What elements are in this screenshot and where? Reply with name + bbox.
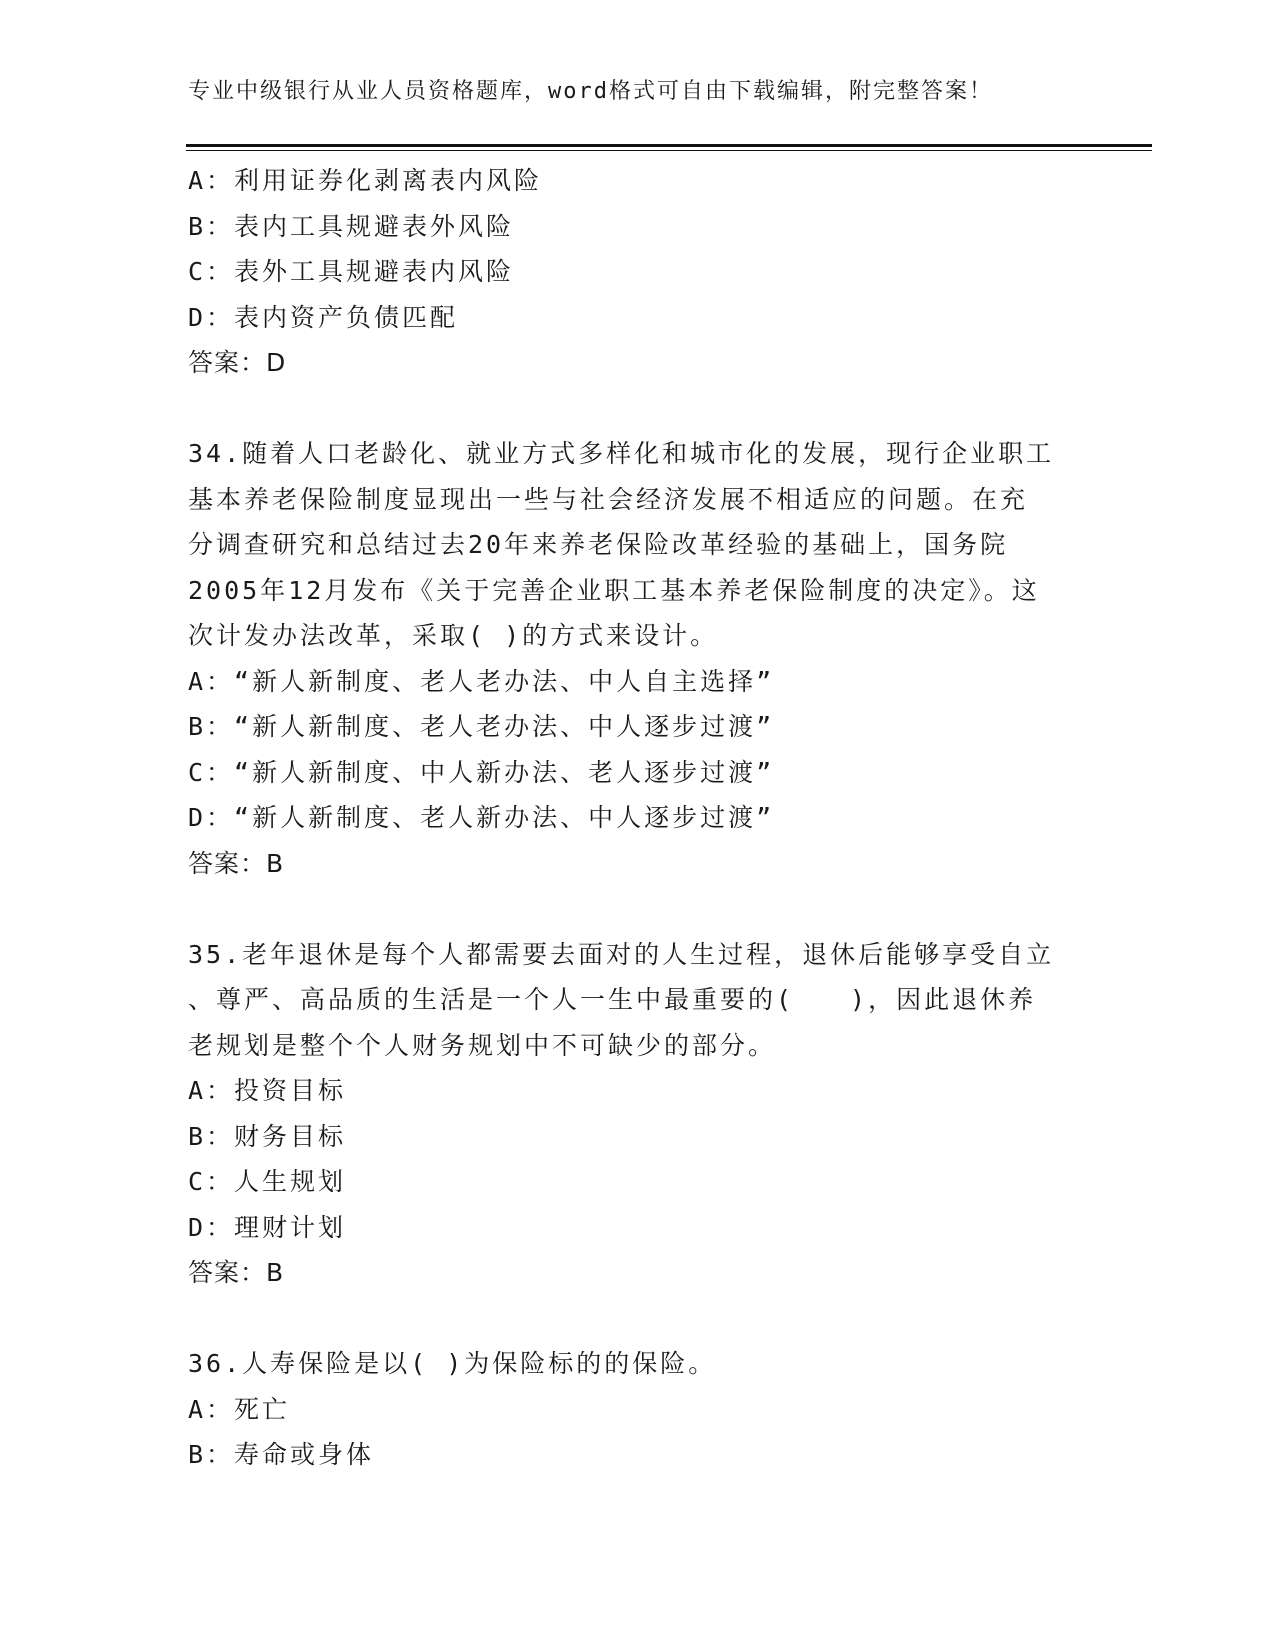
header-rule-thin	[186, 150, 1152, 151]
option-d: D：“新人新制度、老人新办法、中人逐步过渡”	[188, 803, 775, 832]
question-stem-line: 、尊严、高品质的生活是一个人一生中最重要的( )，因此退休养	[188, 985, 1037, 1014]
question-33	[188, 158, 1088, 386]
option-a: A：“新人新制度、老人老办法、中人自主选择”	[188, 666, 775, 696]
answer: 答案：B	[188, 848, 285, 878]
question-stem-line: 次计发办法改革，采取( )的方式来设计。	[188, 621, 719, 650]
question-stem-line: 2005年12月发布《关于完善企业职工基本养老保险制度的决定》。这	[188, 575, 1040, 605]
question-35	[188, 932, 1088, 1296]
question-stem-line: 基本养老保险制度显现出一些与社会经济发展不相适应的问题。在充	[188, 484, 1029, 514]
answer: 答案：B	[188, 1258, 285, 1287]
option-c: C：人生规划	[188, 1167, 347, 1196]
question-34	[188, 431, 1088, 886]
option-c: C：“新人新制度、中人新办法、老人逐步过渡”	[188, 757, 775, 787]
question-stem-line: 35.老年退休是每个人都需要去面对的人生过程，退休后能够享受自立	[188, 939, 1055, 969]
question-stem-line: 36.人寿保险是以( )为保险标的的保险。	[188, 1349, 717, 1378]
answer: 答案：D	[188, 348, 287, 377]
question-stem-line: 老规划是整个个人财务规划中不可缺少的部分。	[188, 1030, 777, 1060]
option-c: C：表外工具规避表内风险	[188, 257, 515, 286]
question-36	[188, 1341, 1088, 1478]
option-a: A：投资目标	[188, 1076, 347, 1105]
question-content	[188, 158, 1088, 1478]
option-a: A：死亡	[188, 1394, 291, 1424]
option-b: B：表内工具规避表外风险	[188, 211, 515, 241]
option-d: D：理财计划	[188, 1212, 347, 1242]
question-stem-line: 34.随着人口老龄化、就业方式多样化和城市化的发展，现行企业职工	[188, 439, 1055, 468]
question-stem-line: 分调查研究和总结过去20年来养老保险改革经验的基础上，国务院	[188, 530, 1009, 559]
option-d: D：表内资产负债匹配	[188, 302, 459, 332]
header-rule-thick	[186, 144, 1152, 147]
option-b: B：寿命或身体	[188, 1440, 375, 1469]
option-b: B：财务目标	[188, 1121, 347, 1151]
page-header: 专业中级银行从业人员资格题库，word格式可自由下载编辑，附完整答案！	[188, 79, 993, 104]
option-a: A：利用证券化剥离表内风险	[188, 166, 543, 195]
option-b: B：“新人新制度、老人老办法、中人逐步过渡”	[188, 712, 775, 741]
